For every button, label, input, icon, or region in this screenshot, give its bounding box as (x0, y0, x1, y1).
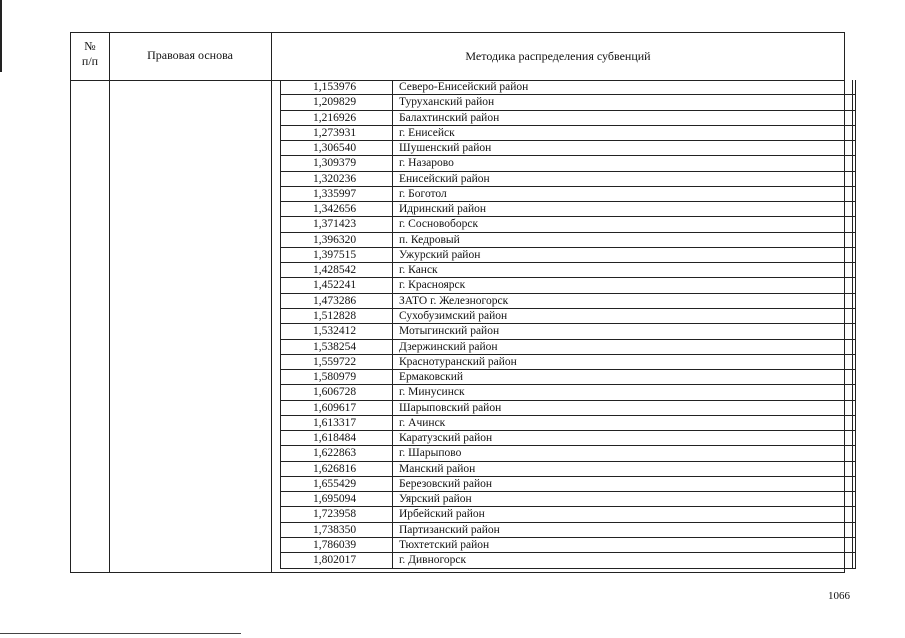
footer-line (0, 633, 241, 634)
table-row (281, 462, 855, 477)
municipality-cell: Мотыгинский район (393, 324, 853, 338)
coefficient-cell: 1,209829 (281, 95, 393, 109)
coefficient-cell: 1,428542 (281, 263, 393, 277)
coefficient-cell: 1,723958 (281, 507, 393, 521)
municipality-cell: Уярский район (393, 492, 853, 506)
municipality-cell: Тюхтетский район (393, 538, 853, 552)
table-row (281, 507, 855, 522)
municipality-cell: г. Назарово (393, 156, 853, 170)
table-row (281, 431, 855, 446)
coefficient-cell: 1,695094 (281, 492, 393, 506)
municipality-cell: г. Ачинск (393, 416, 853, 430)
coefficient-cell: 1,802017 (281, 553, 393, 568)
table-row (281, 126, 855, 141)
municipality-cell: Ирбейский район (393, 507, 853, 521)
municipality-cell: Ермаковский (393, 370, 853, 384)
coefficient-cell: 1,216926 (281, 111, 393, 125)
coefficients-table (280, 80, 856, 569)
table-row (281, 385, 855, 400)
table-row (281, 523, 855, 538)
municipality-cell: Шушенский район (393, 141, 853, 155)
table-row (281, 446, 855, 461)
municipality-cell: Идринский район (393, 202, 853, 216)
col-divider-legal (271, 32, 272, 573)
table-row (281, 294, 855, 309)
table-row (281, 263, 855, 278)
coefficient-cell: 1,626816 (281, 462, 393, 476)
coefficient-cell: 1,320236 (281, 172, 393, 186)
municipality-cell: г. Канск (393, 263, 853, 277)
coefficient-cell: 1,786039 (281, 538, 393, 552)
municipality-cell: Краснотуранский район (393, 355, 853, 369)
municipality-cell: Манский район (393, 462, 853, 476)
coefficient-cell: 1,512828 (281, 309, 393, 323)
coefficient-cell: 1,559722 (281, 355, 393, 369)
table-row (281, 95, 855, 110)
table-row (281, 324, 855, 339)
municipality-cell: г. Боготол (393, 187, 853, 201)
coefficient-cell: 1,532412 (281, 324, 393, 338)
table-row (281, 492, 855, 507)
table-row (281, 278, 855, 293)
coefficient-cell: 1,153976 (281, 80, 393, 94)
table-row (281, 141, 855, 156)
coefficient-cell: 1,580979 (281, 370, 393, 384)
table-row (281, 355, 855, 370)
coefficient-cell: 1,613317 (281, 416, 393, 430)
municipality-cell: г. Минусинск (393, 385, 853, 399)
municipality-cell: г. Дивногорск (393, 553, 853, 568)
coefficient-cell: 1,738350 (281, 523, 393, 537)
municipality-cell: г. Красноярск (393, 278, 853, 292)
coefficient-cell: 1,306540 (281, 141, 393, 155)
table-row (281, 553, 855, 569)
coefficient-cell: 1,371423 (281, 217, 393, 231)
municipality-cell: Сухобузимский район (393, 309, 853, 323)
municipality-cell: Дзержинский район (393, 340, 853, 354)
left-edge-mark (0, 0, 2, 72)
municipality-cell: Партизанский район (393, 523, 853, 537)
coefficient-cell: 1,655429 (281, 477, 393, 491)
table-row (281, 80, 855, 95)
col-divider-num (109, 32, 110, 573)
table-row (281, 172, 855, 187)
header-num (71, 39, 109, 69)
table-row (281, 187, 855, 202)
table-row (281, 370, 855, 385)
municipality-cell: Северо-Енисейский район (393, 80, 853, 94)
municipality-cell: Березовский район (393, 477, 853, 491)
coefficient-cell: 1,473286 (281, 294, 393, 308)
table-row (281, 340, 855, 355)
table-row (281, 233, 855, 248)
municipality-cell: п. Кедровый (393, 233, 853, 247)
table-row (281, 111, 855, 126)
municipality-cell: ЗАТО г. Железногорск (393, 294, 853, 308)
municipality-cell: г. Енисейск (393, 126, 853, 140)
table-row (281, 477, 855, 492)
coefficient-cell: 1,452241 (281, 278, 393, 292)
coefficient-cell: 1,273931 (281, 126, 393, 140)
coefficient-cell: 1,396320 (281, 233, 393, 247)
coefficient-cell: 1,538254 (281, 340, 393, 354)
coefficient-cell: 1,397515 (281, 248, 393, 262)
table-row (281, 202, 855, 217)
coefficient-cell: 1,606728 (281, 385, 393, 399)
table-row (281, 309, 855, 324)
table-row (281, 538, 855, 553)
coefficient-cell: 1,309379 (281, 156, 393, 170)
coefficient-cell: 1,342656 (281, 202, 393, 216)
header-legal-basis: Правовая основа (147, 48, 233, 62)
table-row (281, 416, 855, 431)
table-row (281, 217, 855, 232)
header-method: Методика распределения субвенций (465, 49, 651, 63)
page-number: 1066 (828, 590, 850, 602)
coefficient-cell: 1,622863 (281, 446, 393, 460)
coefficient-cell: 1,609617 (281, 401, 393, 415)
municipality-cell: г. Шарыпово (393, 446, 853, 460)
table-row (281, 248, 855, 263)
header-num-label: № п/п (81, 39, 99, 68)
table-row (281, 156, 855, 171)
municipality-cell: Ужурский район (393, 248, 853, 262)
municipality-cell: Балахтинский район (393, 111, 853, 125)
municipality-cell: Каратузский район (393, 431, 853, 445)
municipality-cell: Туруханский район (393, 95, 853, 109)
table-row (281, 401, 855, 416)
municipality-cell: Енисейский район (393, 172, 853, 186)
coefficient-cell: 1,618484 (281, 431, 393, 445)
municipality-cell: Шарыповский район (393, 401, 853, 415)
coefficient-cell: 1,335997 (281, 187, 393, 201)
municipality-cell: г. Сосновоборск (393, 217, 853, 231)
